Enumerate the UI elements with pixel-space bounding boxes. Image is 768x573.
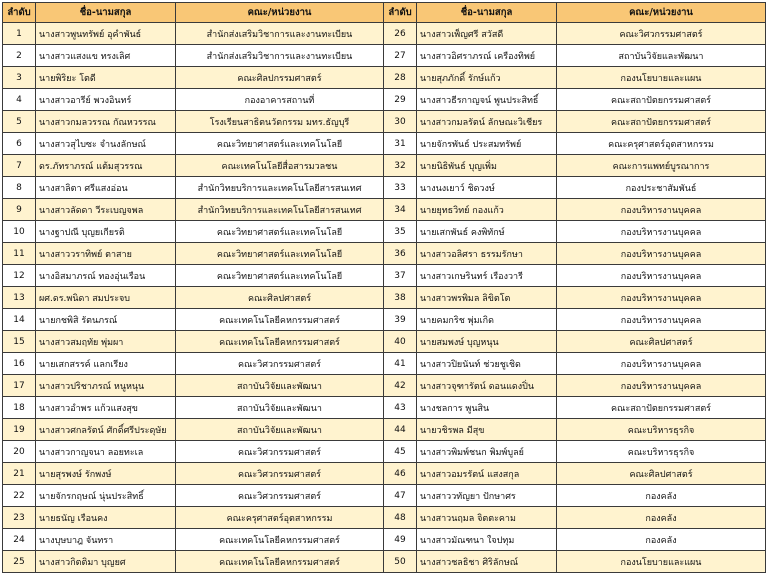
cell-org-right: คณะศิลปศาสตร์ (557, 331, 766, 353)
cell-name-left: นายจักรกฤษณ์ นุ่นประสิทธิ์ (36, 485, 176, 507)
table-row (3, 419, 766, 441)
cell-no-right: 36 (384, 243, 417, 265)
cell-name-right: นางสาวพิมพ์ชนก พิมพ์บูลย์ (417, 441, 557, 463)
cell-name-right: นางสาวปิยนันท์ ช่วยชูเชิด (417, 353, 557, 375)
cell-no-right: 43 (384, 397, 417, 419)
cell-org-left: คณะศิลปศาสตร์ (176, 287, 384, 309)
cell-no-left: 5 (3, 111, 36, 133)
cell-org-right: คณะศิลปศาสตร์ (557, 463, 766, 485)
cell-name-right: นายคมกริช พุ่มเกิด (417, 309, 557, 331)
cell-org-right: กองบริหารงานบุคคล (557, 309, 766, 331)
cell-name-left: นางสาวศกลรัตน์ ศักดิ์ศรีประดุษัย (36, 419, 176, 441)
cell-org-right: คณะบริหารธุรกิจ (557, 441, 766, 463)
cell-name-left: นางสาวพูนทรัพย์ อุคำพันธ์ (36, 23, 176, 45)
header-no-right: ลำดับ (384, 3, 417, 23)
cell-org-right: คณะครุศาสตร์อุตสาหกรรม (557, 133, 766, 155)
cell-no-left: 22 (3, 485, 36, 507)
cell-name-right: นางสาวธีรกาญจน์ พูนประสิทธิ์ (417, 89, 557, 111)
table-row (3, 89, 766, 111)
cell-name-left: ดร.ภัทราภรณ์ แต้มสุวรรณ (36, 155, 176, 177)
cell-name-left: นางสาวแสงแข ทรงเลิศ (36, 45, 176, 67)
cell-no-left: 13 (3, 287, 36, 309)
cell-no-left: 1 (3, 23, 36, 45)
cell-name-left: นายธนัญ เรือนคง (36, 507, 176, 529)
cell-org-left: คณะเทคโนโลยีคหกรรมศาสตร์ (176, 529, 384, 551)
cell-name-right: นางนงเยาว์ ชิดวงษ์ (417, 177, 557, 199)
cell-org-right: กองนโยบายและแผน (557, 551, 766, 573)
cell-org-right: สถาบันวิจัยและพัฒนา (557, 45, 766, 67)
header-org-right: คณะ/หน่วยงาน (557, 3, 766, 23)
cell-name-left: นางสาวอารีย์ พวงอินทร์ (36, 89, 176, 111)
cell-org-left: คณะวิศวกรรมศาสตร์ (176, 463, 384, 485)
cell-org-right: กองคลัง (557, 507, 766, 529)
cell-name-right: นางสาวอมรรัตน์ แสงสกุล (417, 463, 557, 485)
cell-no-right: 44 (384, 419, 417, 441)
cell-org-left: สถาบันวิจัยและพัฒนา (176, 419, 384, 441)
table-row (3, 199, 766, 221)
cell-org-left: คณะวิทยาศาสตร์และเทคโนโลยี (176, 265, 384, 287)
cell-no-left: 17 (3, 375, 36, 397)
cell-no-right: 50 (384, 551, 417, 573)
cell-no-left: 15 (3, 331, 36, 353)
cell-org-right: คณะสถาปัตยกรรมศาสตร์ (557, 111, 766, 133)
cell-name-left: นางสาวอำพร แก้วแสงสุข (36, 397, 176, 419)
cell-name-right: นางสาวอลิศรา ธรรมรักษา (417, 243, 557, 265)
cell-name-right: นางสาววทัญยา ปักษาศร (417, 485, 557, 507)
cell-org-left: สำนักวิทยบริการและเทคโนโลยีสารสนเทศ (176, 199, 384, 221)
cell-no-right: 49 (384, 529, 417, 551)
cell-org-left: กองอาคารสถานที่ (176, 89, 384, 111)
cell-name-left: นายกชพิสิ รัตนภรณ์ (36, 309, 176, 331)
cell-name-left: นายพิริยะ โตดี (36, 67, 176, 89)
table-row (3, 551, 766, 573)
cell-name-right: นายวชิรพล มีสุข (417, 419, 557, 441)
cell-name-left: ผศ.ดร.พนิดา สมประจบ (36, 287, 176, 309)
cell-name-right: นายนิธิพันธ์ บุญเพิ่ม (417, 155, 557, 177)
cell-no-right: 40 (384, 331, 417, 353)
cell-org-left: คณะเทคโนโลยีคหกรรมศาสตร์ (176, 309, 384, 331)
table-row (3, 45, 766, 67)
table-row (3, 243, 766, 265)
cell-no-right: 35 (384, 221, 417, 243)
cell-no-left: 20 (3, 441, 36, 463)
table-row (3, 529, 766, 551)
cell-no-left: 25 (3, 551, 36, 573)
table-row (3, 221, 766, 243)
cell-org-right: กองบริหารงานบุคคล (557, 199, 766, 221)
cell-org-left: สถาบันวิจัยและพัฒนา (176, 397, 384, 419)
cell-no-right: 42 (384, 375, 417, 397)
cell-name-left: นางสาวสุไบซะ จำนงลักษณ์ (36, 133, 176, 155)
cell-no-right: 41 (384, 353, 417, 375)
cell-org-right: กองบริหารงานบุคคล (557, 287, 766, 309)
cell-no-left: 21 (3, 463, 36, 485)
cell-no-left: 8 (3, 177, 36, 199)
cell-no-left: 7 (3, 155, 36, 177)
cell-no-right: 26 (384, 23, 417, 45)
cell-name-right: นางสาวเกษรินทร์ เรืองวารี (417, 265, 557, 287)
cell-org-left: คณะวิศวกรรมศาสตร์ (176, 353, 384, 375)
cell-no-left: 24 (3, 529, 36, 551)
cell-org-left: คณะวิทยาศาสตร์และเทคโนโลยี (176, 243, 384, 265)
table-row (3, 353, 766, 375)
cell-org-right: กองบริหารงานบุคคล (557, 353, 766, 375)
cell-name-right: นางสาวอิศราภรณ์ เครืองทิพย์ (417, 45, 557, 67)
cell-name-left: นางอิสมาภรณ์ ทองอุ่นเรือน (36, 265, 176, 287)
cell-name-right: นางสาวจุฑารัตน์ ดอนแดงปิ่น (417, 375, 557, 397)
table-row (3, 133, 766, 155)
cell-no-left: 16 (3, 353, 36, 375)
cell-no-right: 46 (384, 463, 417, 485)
cell-no-right: 31 (384, 133, 417, 155)
cell-name-right: นางสาวเพ็ญศรี สวัสดี (417, 23, 557, 45)
cell-no-right: 38 (384, 287, 417, 309)
cell-no-right: 34 (384, 199, 417, 221)
cell-org-left: โรงเรียนสาธิตนวัตกรรม มทร.ธัญบุรี (176, 111, 384, 133)
table-header (3, 3, 766, 23)
cell-org-right: กองบริหารงานบุคคล (557, 375, 766, 397)
cell-org-left: สำนักวิทยบริการและเทคโนโลยีสารสนเทศ (176, 177, 384, 199)
table-row (3, 287, 766, 309)
table-row (3, 331, 766, 353)
participant-table (2, 2, 766, 573)
cell-org-right: คณะบริหารธุรกิจ (557, 419, 766, 441)
table-row (3, 155, 766, 177)
cell-name-right: นายจักรพันธ์ ประสมทรัพย์ (417, 133, 557, 155)
cell-name-right: นางสาวนฤมล จิตตะคาม (417, 507, 557, 529)
table-row (3, 67, 766, 89)
cell-org-right: กองคลัง (557, 485, 766, 507)
cell-org-left: สำนักส่งเสริมวิชาการและงานทะเบียน (176, 23, 384, 45)
cell-org-right: กองประชาสัมพันธ์ (557, 177, 766, 199)
table-row (3, 23, 766, 45)
cell-name-right: นางสาวกมลรัตน์ ลักษณะวิเชียร (417, 111, 557, 133)
cell-name-right: นางสาวชลธิชา ศิริลักษณ์ (417, 551, 557, 573)
header-name-left: ชื่อ-นามสกุล (36, 3, 176, 23)
cell-name-right: นางสาวมัณฑนา ใจปทุม (417, 529, 557, 551)
cell-no-right: 45 (384, 441, 417, 463)
cell-name-left: นางสาวลัดดา วีระเบญจพล (36, 199, 176, 221)
cell-no-right: 37 (384, 265, 417, 287)
cell-org-left: สำนักส่งเสริมวิชาการและงานทะเบียน (176, 45, 384, 67)
table-body (3, 23, 766, 573)
cell-no-right: 27 (384, 45, 417, 67)
cell-no-left: 4 (3, 89, 36, 111)
cell-org-left: คณะเทคโนโลยีคหกรรมศาสตร์ (176, 331, 384, 353)
cell-no-right: 33 (384, 177, 417, 199)
cell-no-left: 19 (3, 419, 36, 441)
cell-org-left: คณะเทคโนโลยีคหกรรมศาสตร์ (176, 551, 384, 573)
cell-no-left: 6 (3, 133, 36, 155)
table-row (3, 485, 766, 507)
cell-org-right: คณะสถาปัตยกรรมศาสตร์ (557, 89, 766, 111)
cell-name-left: นายสุรพงษ์ รักพงษ์ (36, 463, 176, 485)
cell-no-right: 32 (384, 155, 417, 177)
cell-name-left: นายเสกสรรค์ แลกเรียง (36, 353, 176, 375)
table-row (3, 309, 766, 331)
cell-name-right: นายยุทธวิทย์ กองแก้ว (417, 199, 557, 221)
cell-name-right: นายสุภภักดิ์ รักษ์แก้ว (417, 67, 557, 89)
cell-name-left: นางสาวกมลวรรณ กัณหวรรณ (36, 111, 176, 133)
table-row (3, 177, 766, 199)
table-row (3, 441, 766, 463)
cell-org-right: คณะการแพทย์บูรณาการ (557, 155, 766, 177)
cell-no-right: 29 (384, 89, 417, 111)
cell-no-left: 11 (3, 243, 36, 265)
cell-no-left: 3 (3, 67, 36, 89)
cell-name-left: นางบุษบาฎ จันทรา (36, 529, 176, 551)
cell-name-right: นายสมพงษ์ บุญหนุน (417, 331, 557, 353)
cell-org-left: คณะวิทยาศาสตร์และเทคโนโลยี (176, 133, 384, 155)
cell-name-left: นางสาวสมฤทัย พุ่มผา (36, 331, 176, 353)
cell-name-left: นางฐาปณี บุญยเกียรติ (36, 221, 176, 243)
cell-no-left: 14 (3, 309, 36, 331)
cell-org-right: คณะวิศวกรรมศาสตร์ (557, 23, 766, 45)
cell-name-right: นายเสกพันธ์ คงพิทักษ์ (417, 221, 557, 243)
cell-no-right: 30 (384, 111, 417, 133)
cell-org-left: คณะวิศวกรรมศาสตร์ (176, 441, 384, 463)
header-no-left: ลำดับ (3, 3, 36, 23)
cell-name-right: นางสาวพรพิมล ลิขิตโต (417, 287, 557, 309)
cell-no-right: 28 (384, 67, 417, 89)
cell-no-left: 23 (3, 507, 36, 529)
cell-no-right: 47 (384, 485, 417, 507)
cell-org-left: คณะเทคโนโลยีสื่อสารมวลชน (176, 155, 384, 177)
cell-org-left: คณะครุศาสตร์อุตสาหกรรม (176, 507, 384, 529)
header-org-left: คณะ/หน่วยงาน (176, 3, 384, 23)
cell-org-right: กองนโยบายและแผน (557, 67, 766, 89)
cell-no-left: 9 (3, 199, 36, 221)
cell-org-left: คณะวิทยาศาสตร์และเทคโนโลยี (176, 221, 384, 243)
cell-name-left: นางสาวกิตติมา บุญยศ (36, 551, 176, 573)
cell-org-right: กองคลัง (557, 529, 766, 551)
table-row (3, 111, 766, 133)
cell-org-left: คณะศิลปกรรมศาสตร์ (176, 67, 384, 89)
cell-no-right: 48 (384, 507, 417, 529)
cell-name-left: นางสาวกาญจนา ลอยทะเล (36, 441, 176, 463)
cell-name-left: นางสาลิตา ศรีแสงอ่อน (36, 177, 176, 199)
cell-name-left: นางสาววราทิพย์ ตาสาย (36, 243, 176, 265)
cell-no-left: 10 (3, 221, 36, 243)
table-row (3, 507, 766, 529)
table-row (3, 375, 766, 397)
cell-org-right: กองบริหารงานบุคคล (557, 243, 766, 265)
cell-org-left: สถาบันวิจัยและพัฒนา (176, 375, 384, 397)
cell-name-right: นางชลการ พูนสิน (417, 397, 557, 419)
cell-org-right: กองบริหารงานบุคคล (557, 221, 766, 243)
cell-no-left: 2 (3, 45, 36, 67)
cell-no-right: 39 (384, 309, 417, 331)
cell-org-right: กองบริหารงานบุคคล (557, 265, 766, 287)
header-name-right: ชื่อ-นามสกุล (417, 3, 557, 23)
cell-no-left: 12 (3, 265, 36, 287)
cell-org-right: คณะสถาปัตยกรรมศาสตร์ (557, 397, 766, 419)
cell-no-left: 18 (3, 397, 36, 419)
cell-org-left: คณะวิศวกรรมศาสตร์ (176, 485, 384, 507)
table-row (3, 397, 766, 419)
table-row (3, 463, 766, 485)
header-row (3, 3, 766, 23)
cell-name-left: นางสาวปริชาภรณ์ หนูหนุน (36, 375, 176, 397)
table-row (3, 265, 766, 287)
